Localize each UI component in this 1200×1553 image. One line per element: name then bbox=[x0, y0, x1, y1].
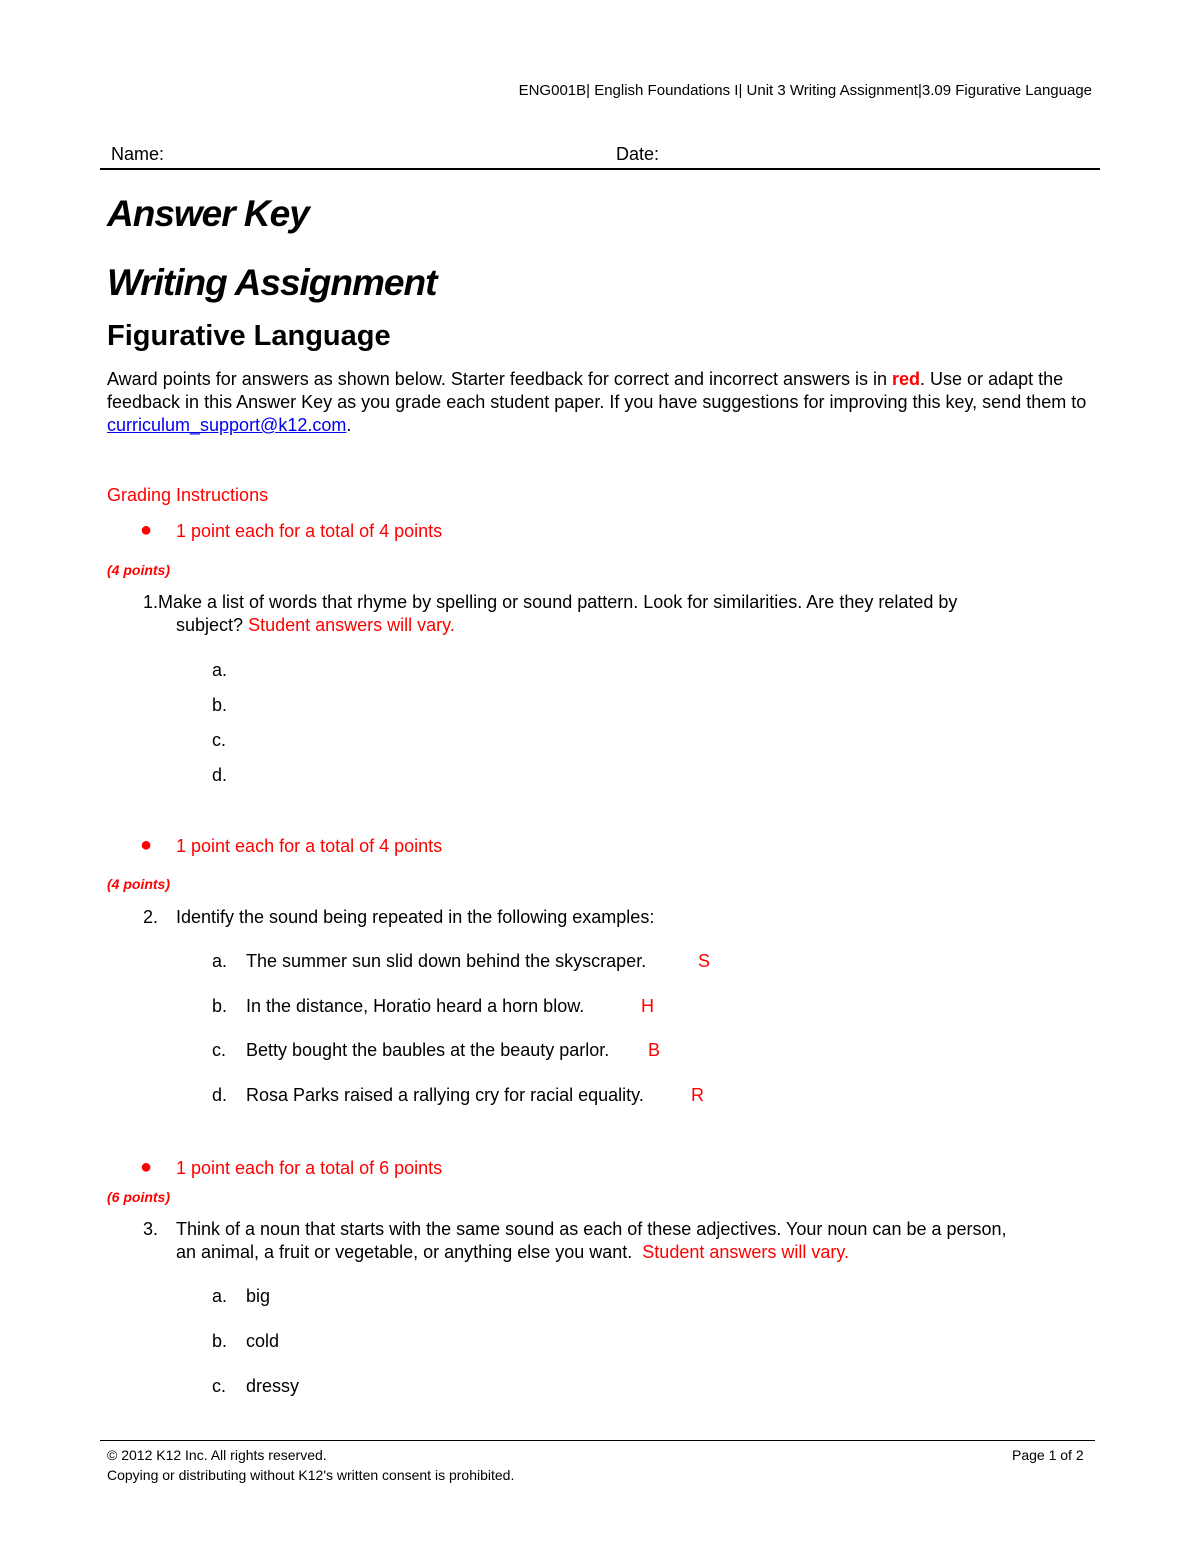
footer-divider bbox=[100, 1440, 1095, 1441]
feedback-text: Student answers will vary. bbox=[642, 1242, 850, 1262]
item-text: big bbox=[246, 1286, 271, 1306]
feedback-text: Student answers will vary. bbox=[248, 615, 455, 635]
item-letter: c. bbox=[212, 1040, 227, 1060]
question-1 bbox=[143, 591, 1093, 637]
intro-paragraph bbox=[107, 368, 1097, 437]
item-letter: d. bbox=[212, 1085, 228, 1105]
question-text: Think of a noun that starts with the same sound as each of these adjectives. Your noun can be a person, bbox=[176, 1219, 1007, 1239]
item-answer: B bbox=[648, 1040, 661, 1060]
item-letter: c. bbox=[212, 730, 227, 750]
item-letter: b. bbox=[212, 695, 228, 715]
points-label-1: (4 points) bbox=[107, 562, 170, 578]
item-answer: R bbox=[691, 1085, 704, 1105]
item-text: cold bbox=[246, 1331, 280, 1351]
intro-red-word: red bbox=[892, 369, 921, 389]
item-answer: S bbox=[698, 951, 711, 971]
intro-text-3: . bbox=[346, 415, 352, 435]
item-text: The summer sun slid down behind the skyscraper. bbox=[246, 951, 647, 971]
question-3 bbox=[143, 1218, 1093, 1264]
intro-text-1: Award points for answers as shown below. Starter feedback for correct and incorrect answers is in bbox=[107, 369, 893, 389]
grading-bullet-text: 1 point each for a total of 6 points bbox=[176, 1158, 443, 1178]
question-number: 1. bbox=[143, 592, 159, 612]
item-letter: a. bbox=[212, 951, 228, 971]
writing-assignment-title: Writing Assignment bbox=[107, 262, 437, 303]
item-text: Rosa Parks raised a rallying cry for racial equality. bbox=[246, 1085, 644, 1105]
support-email-link[interactable]: curriculum_support@k12.com bbox=[107, 415, 347, 435]
intro-text-2: . Use or adapt the feedback in this Answer Key as you grade each student paper. If you have suggestions for improving this key, send them to bbox=[107, 369, 1087, 412]
question-text-cont: an animal, a fruit or vegetable, or anything else you want. bbox=[176, 1242, 633, 1262]
answer-key-title: Answer Key bbox=[107, 193, 309, 234]
bullet-dot-icon: ● bbox=[140, 1156, 153, 1178]
grading-bullet-text: 1 point each for a total of 4 points bbox=[176, 521, 443, 541]
question-text: Make a list of words that rhyme by spelling or sound pattern. Look for similarities. Are they related by bbox=[158, 592, 958, 612]
figurative-language-heading: Figurative Language bbox=[107, 320, 391, 352]
item-letter: a. bbox=[212, 660, 228, 680]
question-text: Identify the sound being repeated in the following examples: bbox=[176, 907, 655, 927]
item-letter: b. bbox=[212, 1331, 228, 1351]
item-letter: b. bbox=[212, 996, 228, 1016]
date-label: Date: bbox=[616, 144, 660, 164]
grading-instructions-heading: Grading Instructions bbox=[107, 485, 269, 505]
course-header: ENG001B| English Foundations I| Unit 3 Writing Assignment|3.09 Figurative Language bbox=[518, 82, 1092, 99]
item-text: Betty bought the baubles at the beauty parlor. bbox=[246, 1040, 610, 1060]
item-text: dressy bbox=[246, 1376, 300, 1396]
item-letter: d. bbox=[212, 765, 228, 785]
footer-copyright: © 2012 K12 Inc. All rights reserved. bbox=[107, 1447, 327, 1463]
grading-bullet-text: 1 point each for a total of 4 points bbox=[176, 836, 443, 856]
item-letter: a. bbox=[212, 1286, 228, 1306]
question-number: 2. bbox=[143, 907, 159, 927]
page-number: Page 1 of 2 bbox=[1012, 1447, 1084, 1463]
points-label-2: (4 points) bbox=[107, 876, 170, 892]
question-2 bbox=[143, 906, 655, 929]
question-number: 3. bbox=[143, 1219, 159, 1239]
bullet-dot-icon: ● bbox=[140, 519, 153, 541]
bullet-dot-icon: ● bbox=[140, 834, 153, 856]
question-text-cont: subject? bbox=[176, 615, 244, 635]
footer-notice: Copying or distributing without K12's written consent is prohibited. bbox=[107, 1467, 515, 1483]
item-answer: H bbox=[641, 996, 654, 1016]
item-text: In the distance, Horatio heard a horn blow. bbox=[246, 996, 585, 1016]
name-date-row bbox=[100, 144, 1100, 170]
item-letter: c. bbox=[212, 1376, 227, 1396]
points-label-3: (6 points) bbox=[107, 1189, 170, 1205]
name-label: Name: bbox=[111, 144, 165, 164]
